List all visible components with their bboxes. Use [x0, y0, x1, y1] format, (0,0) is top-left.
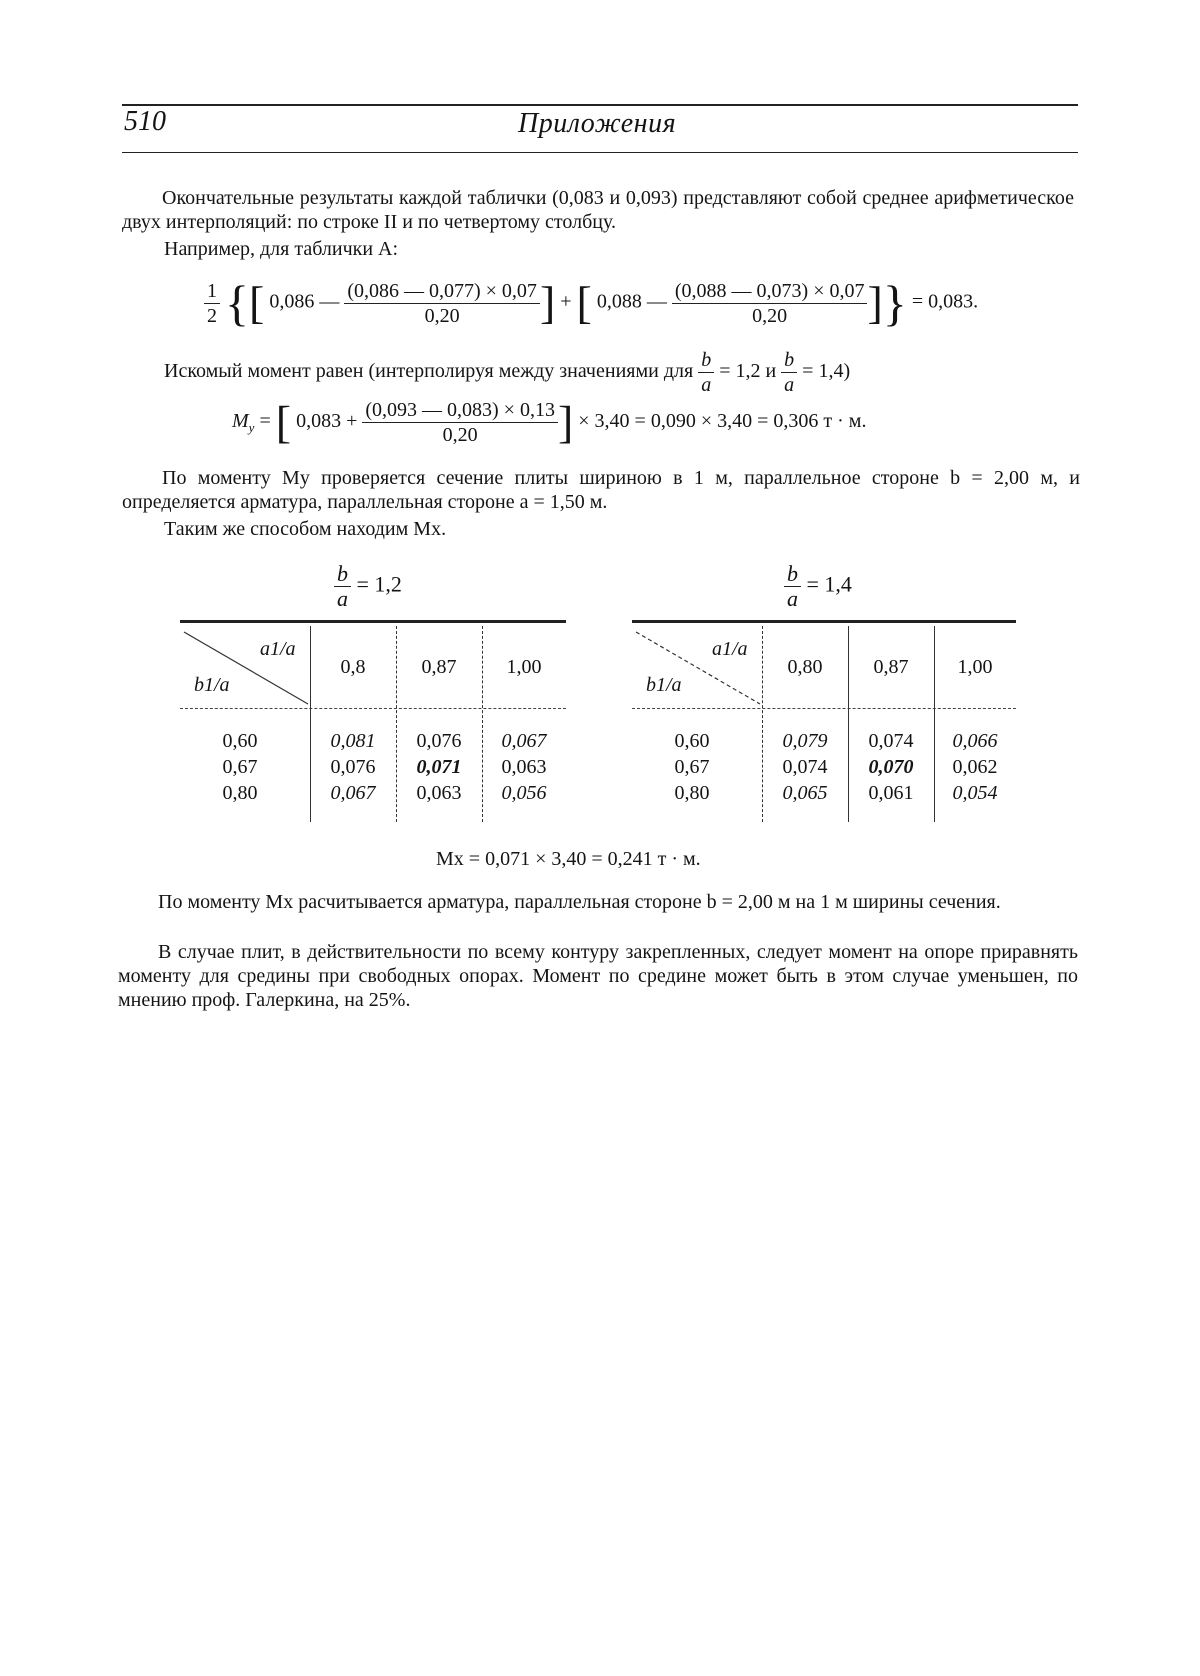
right-cell-highlight: 0,070 [868, 756, 914, 778]
left-col-header: 0,87 [421, 656, 457, 678]
right-cell: 0,074 [782, 756, 828, 778]
right-row-label: 0,80 [674, 782, 710, 804]
equation-mx: Mx = 0,071 × 3,40 = 0,241 т · м. [436, 848, 701, 870]
right-col-header: 0,80 [787, 656, 823, 678]
right-col-header: 0,87 [873, 656, 909, 678]
right-corner-top: a1/a [712, 638, 748, 660]
right-row-label: 0,67 [674, 756, 710, 778]
equation-result: = 0,083. [911, 290, 979, 313]
right-cell: 0,079 [782, 730, 828, 752]
right-col-header: 1,00 [957, 656, 993, 678]
running-title: Приложения [518, 108, 677, 139]
half-fraction: $\frac{1}{2}$ [204, 279, 220, 328]
my-paragraph: По моменту My проверяется сечение плиты шириною в 1 м, параллельное стороне b = 2,00 м, и определяется арматура, параллельная стороне a = 1,50 м. [122, 467, 1080, 513]
left-cell: 0,076 [416, 730, 462, 752]
right-cell: 0,066 [952, 730, 998, 752]
my-fraction: $\frac{(0,093 — 0,083) \times 0,13}{0,20}$ [362, 398, 558, 447]
ratio-fraction-1: $\frac{b}{a}$ [698, 348, 714, 397]
header-bottom-rule [122, 152, 1078, 153]
right-corner-bottom: b1/a [646, 674, 682, 696]
example-intro: Например, для таблички A: [164, 238, 399, 260]
table-left [180, 620, 566, 820]
ratio-fraction-2: $\frac{b}{a}$ [781, 348, 797, 397]
right-row-label: 0,60 [674, 730, 710, 752]
mx-intro: Таким же способом находим Mx. [164, 518, 447, 540]
mx-paragraph: По моменту Mx расчитывается арматура, параллельная стороне b = 2,00 м на 1 м ширины сечения. [158, 891, 1001, 913]
left-col-header: 1,00 [506, 656, 542, 678]
left-cell-highlight: 0,071 [416, 756, 462, 778]
page-number: 510 [124, 106, 166, 137]
left-cell: 0,063 [416, 782, 462, 804]
left-row-label: 0,80 [222, 782, 258, 804]
sought-moment-line: Искомый момент равен (интерполируя между значениями для $\frac{b}{a}$ = 1,2 и $\frac{b}{a}$ = 1,4) [164, 349, 851, 396]
term-b-start: 0,088 — [596, 290, 667, 313]
left-cell: 0,063 [501, 756, 547, 778]
term-a-start: 0,086 — [269, 290, 340, 313]
header-top-rule [122, 104, 1078, 106]
left-row-label: 0,60 [222, 730, 258, 752]
right-cell: 0,061 [868, 782, 914, 804]
left-cell: 0,076 [330, 756, 376, 778]
equation-my: $M_y$ = [ 0,083 + $\frac{(0,093 — 0,083) \times 0,13}{0,20}$ ] × 3,40 = 0,090 × 3,40 = 0,306 т · м. [232, 396, 867, 448]
right-cell: 0,074 [868, 730, 914, 752]
left-cell: 0,067 [501, 730, 547, 752]
plus-sign: + [560, 290, 572, 313]
term-b-fraction: $\frac{(0,088 — 0,073) \times 0,07}{0,20}$ [672, 279, 868, 328]
left-col-header: 0,8 [340, 656, 366, 678]
term-a-fraction: $\frac{(0,086 — 0,077) \times 0,07}{0,20}$ [344, 279, 540, 328]
left-cell: 0,081 [330, 730, 376, 752]
left-cell: 0,056 [501, 782, 547, 804]
left-row-label: 0,67 [222, 756, 258, 778]
right-cell: 0,062 [952, 756, 998, 778]
intro-paragraph: Окончательные результаты каждой таблички (0,083 и 0,093) представляют собой среднее арифметическое двух интерполяций: по строке II и по четвертому столбцу. [122, 187, 1074, 233]
equation-average: $\frac{1}{2}$ {[ 0,086 — $\frac{(0,086 — 0,077) \times 0,07}{0,20}$ ] + [ 0,088 — $\frac{(0,088 — 0,073) \times 0,07}{0,20}$ ]} = 0,083. [204, 278, 978, 328]
right-cell: 0,065 [782, 782, 828, 804]
table-left-title: $\frac{b}{a}$ = 1,2 [334, 562, 402, 611]
table-right [632, 620, 1016, 820]
left-corner-top: a1/a [260, 638, 296, 660]
left-cell: 0,067 [330, 782, 376, 804]
right-cell: 0,054 [952, 782, 998, 804]
table-right-title: $\frac{b}{a}$ = 1,4 [784, 562, 852, 611]
closing-paragraph: В случае плит, в действительности по всему контуру закрепленных, следует момент на опоре приравнять моменту для средины при свободных опорах. Момент по средине может быть в этом случае уменьшен, по мнению проф. Галеркина, на 25%. [118, 941, 1078, 1011]
left-corner-bottom: b1/a [194, 674, 230, 696]
